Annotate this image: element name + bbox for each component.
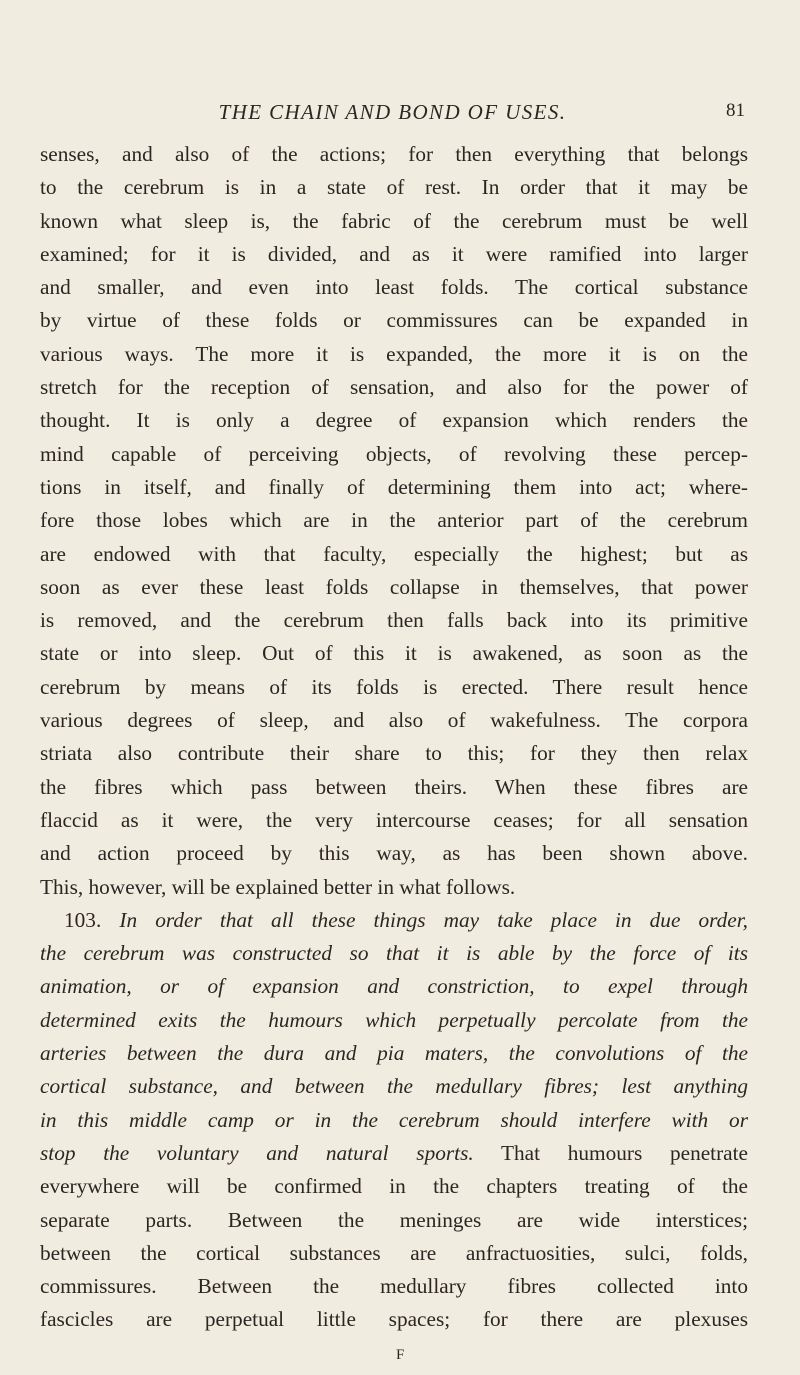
italic-text: In order that all these things may take place in due order, (119, 907, 748, 932)
section-103-first-line (40, 904, 748, 937)
text-line: cerebrum by means of its folds is erected. There result hence (40, 674, 748, 699)
italic-line: cortical substance, and between the medullary fibres; lest anything (40, 1074, 748, 1099)
text-line: separate parts. Between the meninges are wide interstices; (40, 1207, 748, 1232)
text-line: soon as ever these least folds collapse in themselves, that power (40, 574, 748, 599)
text-line: are endowed with that faculty, especially the highest; but as (40, 541, 748, 566)
running-title: THE CHAIN AND BOND OF USES. (218, 100, 567, 124)
text-line: fore those lobes which are in the anterior part of the cerebrum (40, 508, 748, 533)
italic-tail: stop the voluntary and natural sports. (40, 1140, 474, 1165)
italic-line: animation, or of expansion and constriction, to expel through (40, 974, 748, 999)
section-number: 103. (64, 907, 102, 932)
text-line: everywhere will be confirmed in the chapters treating of the (40, 1174, 748, 1199)
mixed-line (40, 1137, 748, 1170)
text-line: senses, and also of the actions; for then everything that belongs (40, 142, 748, 166)
text-line: fascicles are perpetual little spaces; for there are plexuses (40, 1307, 748, 1332)
text-line: mind capable of perceiving objects, of revolving these percep- (40, 441, 748, 466)
text-line: the fibres which pass between theirs. When these fibres are (40, 774, 748, 799)
text-line: flaccid as it were, the very intercourse ceases; for all sensation (40, 807, 748, 832)
body-text (40, 138, 748, 1337)
italic-line: arteries between the dura and pia maters, the convolutions of the (40, 1041, 748, 1066)
text-line: commissures. Between the medullary fibres collected into (40, 1274, 748, 1299)
page-number: 81 (726, 100, 745, 121)
text-line: and action proceed by this way, as has been shown above. (40, 841, 748, 866)
text-line: tions in itself, and finally of determining them into act; where- (40, 474, 748, 499)
signature-mark: F (396, 1347, 405, 1363)
running-head (40, 100, 745, 130)
text-line: known what sleep is, the fabric of the cerebrum must be well (40, 208, 748, 233)
text-line: by virtue of these folds or commissures can be expanded in (40, 308, 748, 333)
text-line: to the cerebrum is in a state of rest. In order that it may be (40, 175, 748, 200)
text-line: between the cortical substances are anfractuosities, sulci, folds, (40, 1240, 748, 1265)
italic-line: determined exits the humours which perpetually percolate from the (40, 1007, 748, 1032)
text-line: state or into sleep. Out of this it is awakened, as soon as the (40, 641, 748, 666)
roman-tail: That humours penetrate (473, 1140, 749, 1165)
text-line: This, however, will be explained better in what follows. (40, 874, 516, 899)
italic-line: the cerebrum was constructed so that it is able by the force of its (40, 941, 748, 966)
text-line: and smaller, and even into least folds. The cortical substance (40, 275, 748, 300)
text-line: stretch for the reception of sensation, and also for the power of (40, 375, 748, 400)
text-line: various degrees of sleep, and also of wakefulness. The corpora (40, 708, 748, 733)
text-line: thought. It is only a degree of expansion which renders the (40, 408, 748, 433)
text-line: various ways. The more it is expanded, the more it is on the (40, 341, 748, 366)
italic-line: in this middle camp or in the cerebrum should interfere with or (40, 1107, 748, 1132)
text-line: examined; for it is divided, and as it were ramified into larger (40, 241, 748, 266)
text-line: striata also contribute their share to this; for they then relax (40, 741, 748, 766)
text-line: is removed, and the cerebrum then falls back into its primitive (40, 608, 748, 633)
